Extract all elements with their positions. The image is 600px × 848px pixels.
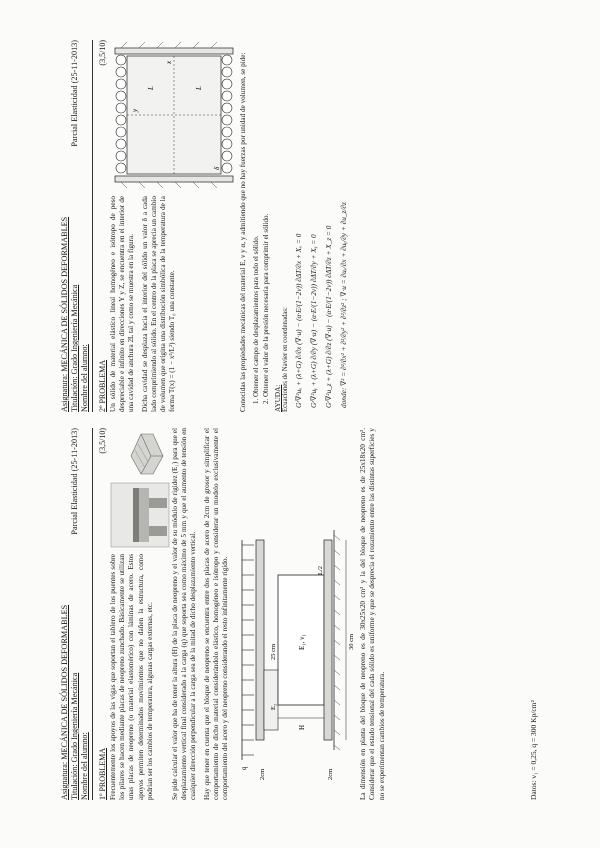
problem-2-title-row [98, 40, 107, 412]
problem-2-points: (3,5/10) [98, 40, 107, 66]
header-row-3-right [80, 40, 90, 412]
header-student-right: Nombre del alumno: [80, 344, 89, 412]
problem-1-intro [109, 428, 171, 800]
problem-2-para-1: Un sólido de material elástico lineal homogéneo e isótropo de peso despreciable e infinito en direcciones Y y Z, se encuentra en el interior de una cavidad de anchura 2L tal y como se muestra en la figura. [109, 196, 136, 412]
label-2cm-top: 2cm [259, 768, 267, 780]
exam-page-1 [60, 428, 538, 800]
bridge-bearing-photos [109, 428, 171, 548]
header-row-2-right [70, 40, 80, 412]
problem-1-para-2: Se pide calcular el valor que ha de tener la altura (H) de la placa de neopreno y el valor de su módulo de rigidez (E₁) para que el desplazamiento vertical final considerado a la carga (q) que soporta sea como máximo de 5 mm y que el aumento de tensión en cualquier dirección perpendicular a la carga sea de la mitad de dicho desplazamiento vertical. [171, 428, 198, 800]
header-row-1 [60, 428, 70, 800]
problem-2-intro [109, 40, 239, 412]
header-subject: Asignatura: MECÁNICA DE SÓLIDOS DEFORMABLES [60, 604, 69, 800]
problem-2-para-2: Dicha cavidad se desplaza hacia el interior del sólido un valor δ a cada lado comprimiendo al sólido. En el centro de la placa se aprecia un cambio de volumen que origina una distribución simbólica de la temperatura de la forma T(x) = (1 − x²/L²) siendo T₀ una constante. [140, 196, 177, 412]
header-subject-right: Asignatura: MECÁNICA DE SÓLIDOS DEFORMABLES [60, 216, 69, 412]
problem-1-title: 1º PROBLEMA [98, 747, 107, 800]
navier-eq-x: Gᵉ∇²uₓ + (λ+G) ∂/∂x (∇·u) − (α·E/(1−2ν)) ∂ΔT/∂x + Xₓ = 0 [293, 233, 303, 408]
label-y: y [131, 108, 139, 112]
header-degree: Titulación: Grado Ingeniería Mecánica [70, 672, 79, 800]
problem-1-title-row [98, 428, 107, 800]
top-steel-plate [256, 540, 264, 740]
header-row-3 [80, 428, 90, 800]
label-half-width: L/2 [317, 565, 325, 575]
header-rule [92, 428, 93, 800]
problem-1-para-3: Hay que tener en cuenta que el bloque de neopreno se encuentra entre dos placas de acero de 2cm de grosor y simplificar el comportamiento de dicho material considerándolo elástico, homogéneo e isótropo y considerar un modelo exclusivamente el comportamiento del acero y del neopreno considerando el resto infinitamente rígido. [202, 428, 230, 800]
ayuda-title: AYUDA: [274, 384, 283, 412]
label-2cm-bottom: 2cm [327, 768, 335, 780]
label-l-top: L [147, 86, 155, 90]
problem-1-points: (3,5/10) [98, 428, 107, 454]
ayuda-text: Ecuaciones de Navier en coordenadas: [282, 307, 290, 412]
problem-1-para-1: Frecuentemente los apoyos de las vigas que soportan el tablero de los puentes sobre los pilares se hacen mediante placas de neopreno zunchado. Básicamente se utilizan unas placas de neopreno (o material elastomérico) con láminas de acero. Estos apoyos permiten determinados movimientos que no dañen la estructura, como podrían ser los cambios de temperatura, algunas cargas externas, etc. [109, 554, 154, 800]
problem-2-text-column [109, 196, 239, 412]
neoprene-bearing-figure [234, 428, 354, 800]
label-25cm: 25 cm [270, 643, 278, 660]
question-2: 2. Obtener el valor de la presión necesaria para comprimir el sólido. [262, 213, 271, 404]
question-1: 1. Obtener el campo de desplazamientos para todo el sólido. [252, 235, 261, 404]
problem-2-title: 2º PROBLEMA [98, 359, 107, 412]
laplacian-definition: donde: ∇² = ∂²/∂x² + ∂²/∂y² + ∂²/∂z² ; ∇·u = ∂uₓ/∂x + ∂uᵧ/∂y + ∂u_z/∂z [338, 202, 348, 408]
bottom-steel-plate [324, 540, 332, 740]
header-degree-right: Titulación: Grado Ingeniería Mecánica [70, 284, 79, 412]
problem-2-para-3: Conocidas las propiedades mecánicas del material E, ν y α, y admitiendo que no hay fuerzas por unidad de volumen, se pide: [239, 52, 247, 412]
label-x: x [165, 60, 173, 64]
navier-eq-z: Gᵉ∇²u_z + (λ+G) ∂/∂z (∇·u) − (α·E/(1−2ν)) ∂ΔT/∂z + X_z = 0 [323, 225, 333, 408]
header-student: Nombre del alumno: [80, 732, 89, 800]
navier-eq-y: Gᵉ∇²uᵧ + (λ+G) ∂/∂y (∇·u) − (α·E/(1−2ν)) ∂ΔT/∂y + Xᵧ = 0 [308, 234, 318, 408]
header-rule-right [92, 40, 93, 412]
header-row-1-right [60, 40, 70, 412]
label-l-bottom: L [195, 86, 203, 90]
label-q: q [240, 766, 249, 770]
header-exam-right: Parcial Elasticidad (25-11-2013) [70, 40, 79, 147]
problem-1-data: Datos: ν₁ = 0,25, q = 300 Kp/cm² [529, 700, 538, 800]
header-exam: Parcial Elasticidad (25-11-2013) [70, 428, 79, 535]
label-h: H [298, 724, 307, 730]
cavity-solid-figure [109, 40, 239, 190]
label-30cm: 30 cm [348, 633, 356, 650]
header-row-2 [70, 428, 80, 800]
problem-1-para-4: La dimensión en planta del bloque de neopreno es de 30x25x20 cm³ y la del bloque de neopreno es de 25x18x20 cm³. Considerar que el estado tensional del cada sólido es uniforme y que se desprecia el rozamiento entre las distintas superficies y no se experimentan cambios de temperatura. [359, 428, 386, 800]
label-e2: E₂ [270, 703, 278, 710]
exam-page-2 [60, 40, 538, 412]
label-delta: δ [213, 166, 221, 170]
label-e1: E₁, ν₁ [298, 634, 307, 650]
